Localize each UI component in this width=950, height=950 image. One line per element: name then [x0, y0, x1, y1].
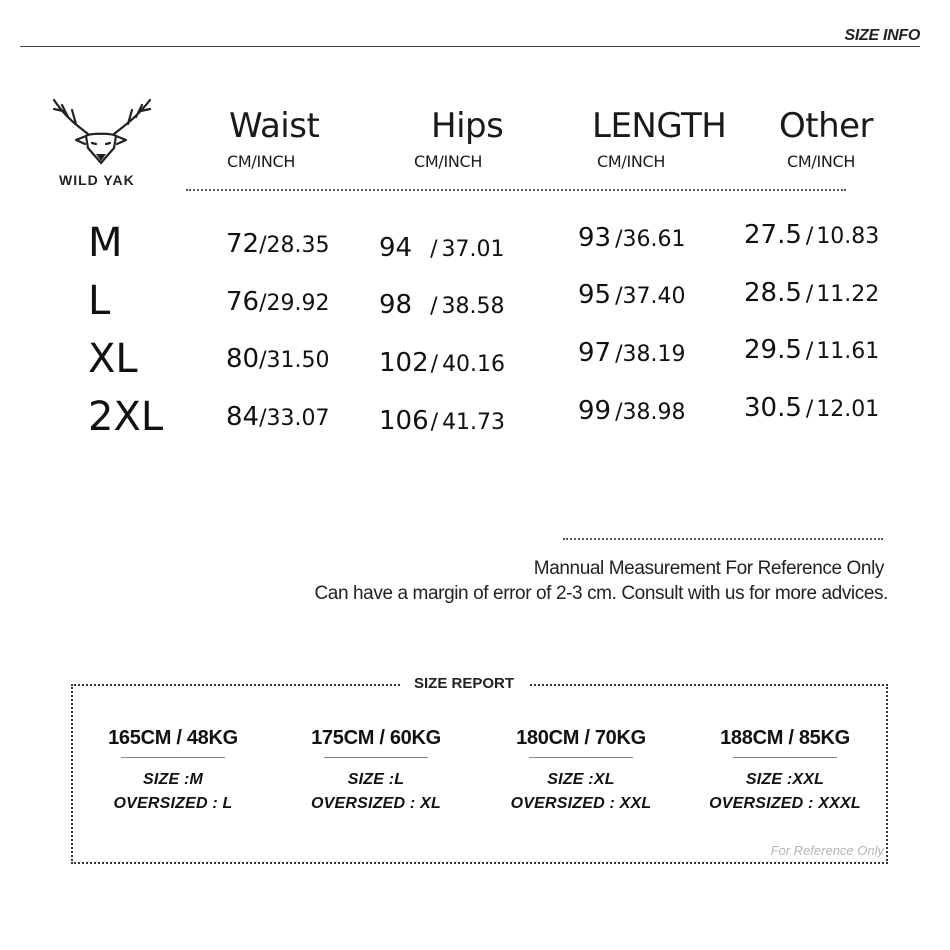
column-unit-other: CM/INCH	[787, 152, 856, 171]
length-value: 93 /36.61	[578, 223, 686, 253]
model-size: SIZE :M	[142, 771, 204, 788]
hips-value: 106/ 41.73	[379, 406, 506, 436]
header-rule	[20, 46, 920, 47]
hips-value: 98 / 38.58	[379, 290, 505, 320]
model-underline	[121, 757, 225, 758]
other-value: 30.5 / 12.01	[744, 393, 880, 423]
note-line-2: Can have a margin of error of 2-3 cm. Consult with us for more advices.	[314, 583, 888, 604]
model-oversized: OVERSIZED : XL	[311, 795, 441, 812]
length-value: 95 /37.40	[578, 280, 686, 310]
size-report-title: SIZE REPORT	[400, 675, 528, 692]
model-size: SIZE :XL	[547, 771, 615, 788]
header-dotted-divider	[186, 189, 846, 191]
model-height-weight: 180CM / 70KG	[516, 727, 646, 749]
model-oversized: OVERSIZED : L	[113, 795, 233, 812]
column-unit-hips: CM/INCH	[414, 152, 483, 171]
length-value: 97 /38.19	[578, 338, 686, 368]
column-header-hips: Hips	[431, 106, 504, 146]
size-label: M	[88, 220, 123, 266]
waist-value: 84/33.07	[226, 402, 330, 432]
model-underline	[733, 757, 837, 758]
header-title: SIZE INFO	[844, 27, 920, 44]
model-card	[486, 727, 676, 813]
model-card	[78, 727, 268, 813]
hips-value: 102/ 40.16	[379, 348, 506, 378]
column-header-other: Other	[779, 106, 874, 146]
model-height-weight: 165CM / 48KG	[108, 727, 238, 749]
model-card	[690, 727, 880, 813]
size-label: L	[88, 278, 111, 324]
brand-name: WILD YAK	[59, 172, 135, 188]
model-card	[281, 727, 471, 813]
other-value: 27.5 / 10.83	[744, 220, 880, 250]
reference-footnote: For Reference Only	[770, 843, 884, 858]
size-label: 2XL	[88, 394, 164, 440]
size-label: XL	[88, 336, 138, 382]
column-header-length: LENGTH	[592, 106, 727, 146]
waist-value: 72/28.35	[226, 229, 330, 259]
model-height-weight: 188CM / 85KG	[720, 727, 850, 749]
other-value: 29.5 / 11.61	[744, 335, 880, 365]
deer-head-icon	[48, 96, 158, 176]
model-size: SIZE :L	[347, 771, 405, 788]
model-height-weight: 175CM / 60KG	[311, 727, 441, 749]
hips-value: 94 / 37.01	[379, 233, 505, 263]
column-unit-length: CM/INCH	[597, 152, 666, 171]
model-underline	[324, 757, 428, 758]
column-header-waist: Waist	[229, 106, 320, 146]
notes-dotted-divider	[563, 538, 883, 540]
brand-logo	[48, 96, 158, 191]
waist-value: 76/29.92	[226, 287, 330, 317]
column-unit-waist: CM/INCH	[227, 152, 296, 171]
note-line-1: Mannual Measurement For Reference Only	[533, 558, 884, 579]
model-oversized: OVERSIZED : XXL	[510, 795, 652, 812]
model-oversized: OVERSIZED : XXXL	[709, 795, 861, 812]
waist-value: 80/31.50	[226, 344, 330, 374]
model-underline	[529, 757, 633, 758]
length-value: 99 /38.98	[578, 396, 686, 426]
model-size: SIZE :XXL	[745, 771, 825, 788]
other-value: 28.5 / 11.22	[744, 278, 880, 308]
